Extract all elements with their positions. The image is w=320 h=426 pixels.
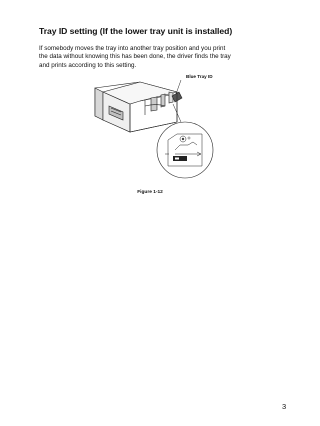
paper-tray-illustration (85, 70, 235, 190)
page-number: 3 (282, 402, 287, 411)
body-line-1: If somebody moves the tray into another tray position and you print (39, 45, 226, 52)
body-paragraph (39, 45, 289, 70)
body-line-3: and prints according to this setting. (39, 61, 137, 69)
figure-caption: Figure 1-12 (137, 190, 163, 195)
blue-tray-id-callout: Blue Tray ID (186, 74, 213, 79)
section-heading: Tray ID setting (If the lower tray unit is installed) (39, 26, 233, 36)
body-line-2: the data without knowing this has been done, the driver finds the tray (39, 53, 231, 61)
